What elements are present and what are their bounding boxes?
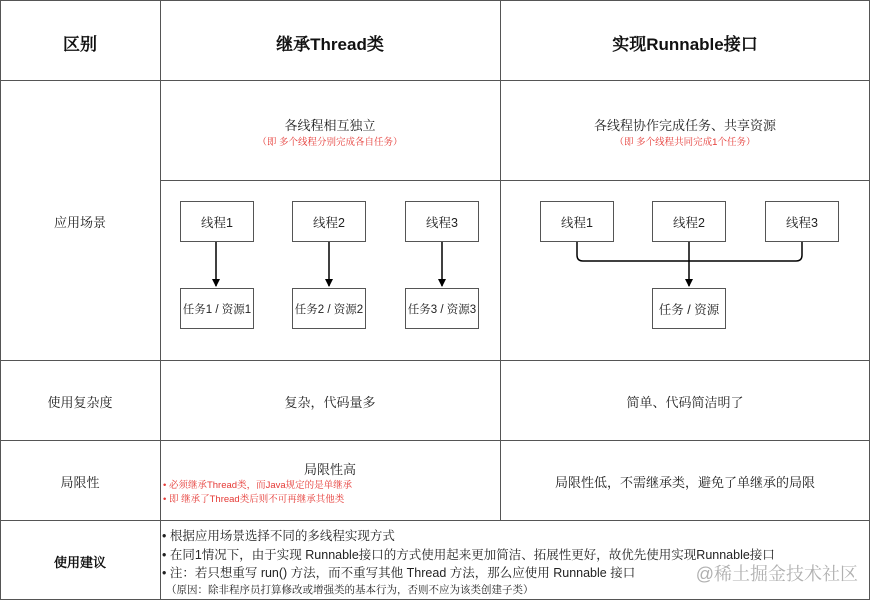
runnable-task-box: 任务 / 资源 — [652, 288, 726, 329]
suggestion-line-1: • 根据应用场景选择不同的多线程实现方式 — [162, 529, 395, 543]
runnable-scenario-title: 各线程协作完成任务、共享资源 — [593, 118, 776, 133]
label-limitation: 局限性 — [60, 475, 100, 490]
watermark-brand: @稀土掘金技术社区 — [695, 564, 858, 584]
runnable-box-2: 线程2 — [652, 201, 726, 242]
thread-task-box-1: 任务1 / 资源1 — [180, 288, 254, 329]
runnable-merge-lines — [577, 242, 802, 261]
label-suggestion: 使用建议 — [53, 555, 106, 570]
suggestion-line-4: （原因：除非程序员打算修改或增强类的基本行为，否则不应为该类创建子类） — [166, 584, 534, 596]
thread-box-3: 线程3 — [405, 201, 479, 242]
header-thread: 继承Thread类 — [276, 35, 384, 54]
suggestion-line-2: • 在同1情况下，由于实现 Runnable接口的方式使用起来更加简洁、拓展性更好，故优先使用实现Runnable接口 — [162, 548, 775, 562]
thread-task-box-2: 任务2 / 资源2 — [292, 288, 366, 329]
runnable-box-3: 线程3 — [765, 201, 839, 242]
thread-limitation-note-2: • 即 继承了Thread类后则不可再继承其他类 — [163, 494, 345, 505]
suggestion-line-3: • 注：若只想重写 run() 方法，而不重写其他 Thread 方法，那么应使用 Runnable 接口 — [162, 566, 636, 580]
thread-scenario-title: 各线程相互独立 — [284, 118, 376, 133]
header-runnable: 实现Runnable接口 — [612, 35, 758, 54]
thread-limitation-note-1: • 必须继承Thread类，而Java规定的是单继承 — [163, 480, 353, 491]
thread-box-1: 线程1 — [180, 201, 254, 242]
thread-scenario-note: （即 多个线程分别完成各自任务） — [257, 137, 403, 148]
runnable-complexity: 简单、代码简洁明了 — [626, 395, 744, 410]
runnable-limitation: 局限性低，不需继承类，避免了单继承的局限 — [554, 475, 815, 490]
thread-box-2: 线程2 — [292, 201, 366, 242]
header-difference: 区别 — [63, 35, 97, 54]
runnable-box-1: 线程1 — [540, 201, 614, 242]
thread-task-box-3: 任务3 / 资源3 — [405, 288, 479, 329]
label-complexity: 使用复杂度 — [47, 395, 113, 410]
thread-limitation-title: 局限性高 — [303, 462, 356, 477]
label-scenario: 应用场景 — [53, 215, 106, 230]
runnable-scenario-note: （即 多个线程共同完成1个任务） — [614, 137, 756, 148]
thread-complexity: 复杂，代码量多 — [284, 395, 376, 410]
